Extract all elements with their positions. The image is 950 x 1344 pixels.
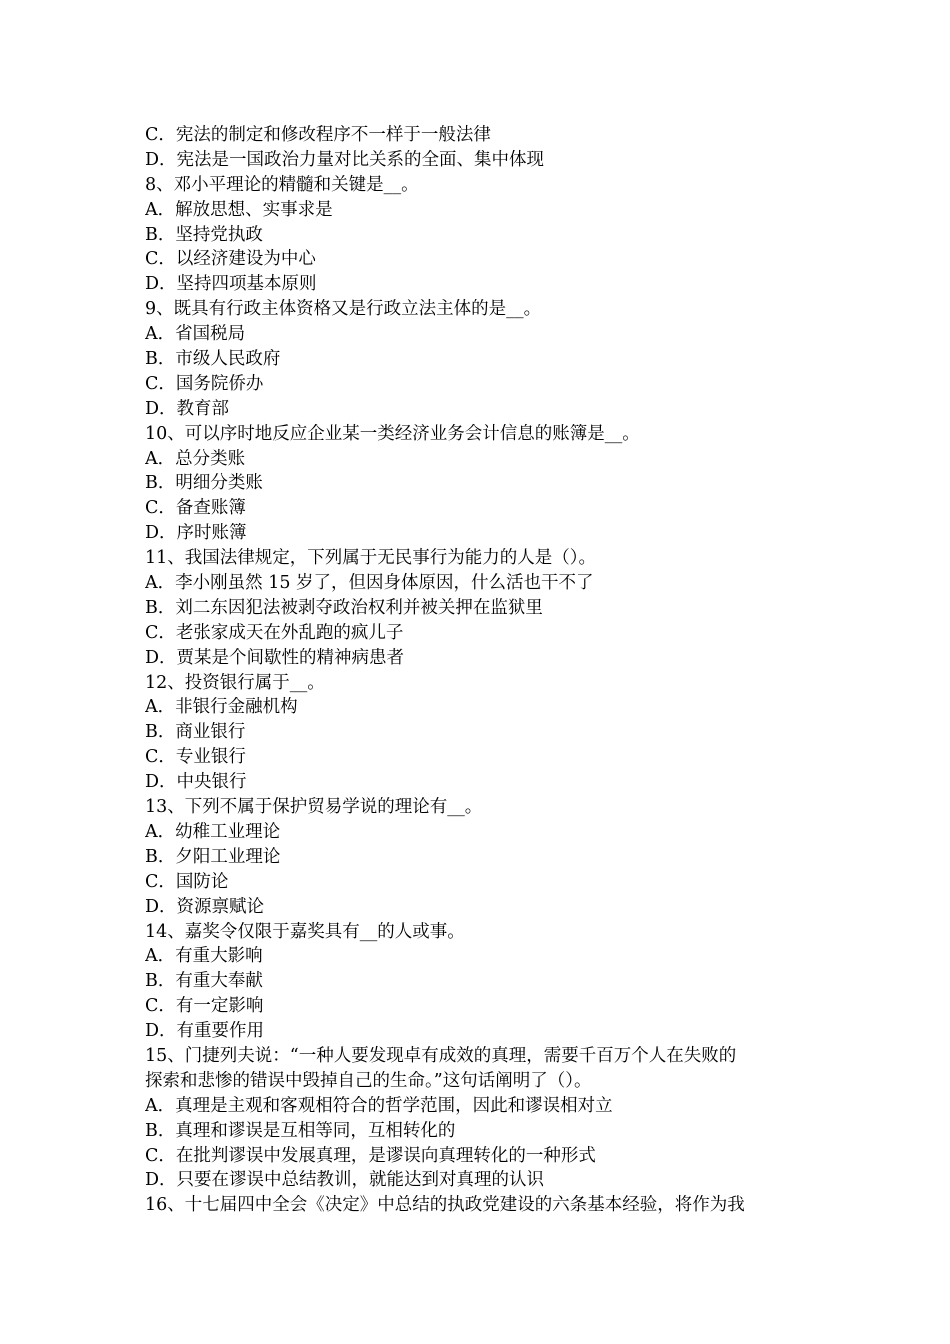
question-12: 12、投资银行属于__。 [145, 672, 325, 693]
q11-option-c: C．老张家成天在外乱跑的疯儿子 [145, 622, 404, 643]
question-16-part-1: 16、十七届四中全会《决定》中总结的执政党建设的六条基本经验，将作为我 [145, 1195, 745, 1216]
question-11: 11、我国法律规定，下列属于无民事行为能力的人是（）。 [145, 548, 597, 569]
q8-option-b: B．坚持党执政 [145, 224, 263, 245]
q9-option-c: C．国务院侨办 [145, 373, 264, 394]
question-13: 13、下列不属于保护贸易学说的理论有__。 [145, 797, 483, 818]
q14-option-a: A．有重大影响 [145, 946, 263, 967]
q15-option-b: B．真理和谬误是互相等同，互相转化的 [145, 1120, 456, 1141]
q12-option-c: C．专业银行 [145, 747, 246, 768]
q13-option-d: D．资源禀赋论 [145, 896, 265, 917]
q14-option-c: C．有一定影响 [145, 996, 264, 1017]
q8-option-a: A．解放思想、实事求是 [145, 199, 333, 220]
question-15-part-1: 15、门捷列夫说：“一种人要发现卓有成效的真理，需要千百万个人在失败的 [145, 1045, 737, 1066]
q15-option-c: C．在批判谬误中发展真理，是谬误向真理转化的一种形式 [145, 1145, 596, 1166]
q13-option-b: B．夕阳工业理论 [145, 846, 281, 867]
document-body [145, 123, 815, 1218]
question-14: 14、嘉奖令仅限于嘉奖具有__的人或事。 [145, 921, 465, 942]
q13-option-c: C．国防论 [145, 871, 229, 892]
q9-option-a: A．省国税局 [145, 324, 246, 345]
option-d-line: D．宪法是一国政治力量对比关系的全面、集中体现 [145, 149, 545, 170]
q12-option-b: B．商业银行 [145, 722, 246, 743]
q15-option-d: D．只要在谬误中总结教训，就能达到对真理的认识 [145, 1170, 545, 1191]
q11-option-b: B．刘二东因犯法被剥夺政治权利并被关押在监狱里 [145, 597, 543, 618]
q14-option-b: B．有重大奉献 [145, 971, 263, 992]
q13-option-a: A．幼稚工业理论 [145, 821, 281, 842]
q10-option-a: A．总分类账 [145, 448, 246, 469]
q8-option-d: D．坚持四项基本原则 [145, 274, 317, 295]
q10-option-b: B．明细分类账 [145, 473, 263, 494]
q10-option-d: D．序时账簿 [145, 523, 247, 544]
q10-option-c: C．备查账簿 [145, 498, 246, 519]
question-9: 9、既具有行政主体资格又是行政立法主体的是__。 [145, 299, 542, 320]
q12-option-a: A．非银行金融机构 [145, 697, 298, 718]
q11-option-d: D．贾某是个间歇性的精神病患者 [145, 647, 405, 668]
q9-option-b: B．市级人民政府 [145, 349, 281, 370]
q12-option-d: D．中央银行 [145, 772, 247, 793]
question-15-part-2: 探索和悲惨的错误中毁掉自己的生命。”这句话阐明了（）。 [145, 1070, 592, 1091]
q11-option-a: A．李小刚虽然 15 岁了，但因身体原因，什么活也干不了 [145, 573, 594, 594]
q14-option-d: D．有重要作用 [145, 1021, 265, 1042]
question-10: 10、可以序时地反应企业某一类经济业务会计信息的账簿是__。 [145, 423, 640, 444]
q9-option-d: D．教育部 [145, 398, 230, 419]
q15-option-a: A．真理是主观和客观相符合的哲学范围，因此和谬误相对立 [145, 1095, 613, 1116]
option-c-line: C．宪法的制定和修改程序不一样于一般法律 [145, 125, 491, 145]
q8-option-c: C．以经济建设为中心 [145, 249, 316, 270]
question-8: 8、邓小平理论的精髓和关键是__。 [145, 174, 419, 195]
